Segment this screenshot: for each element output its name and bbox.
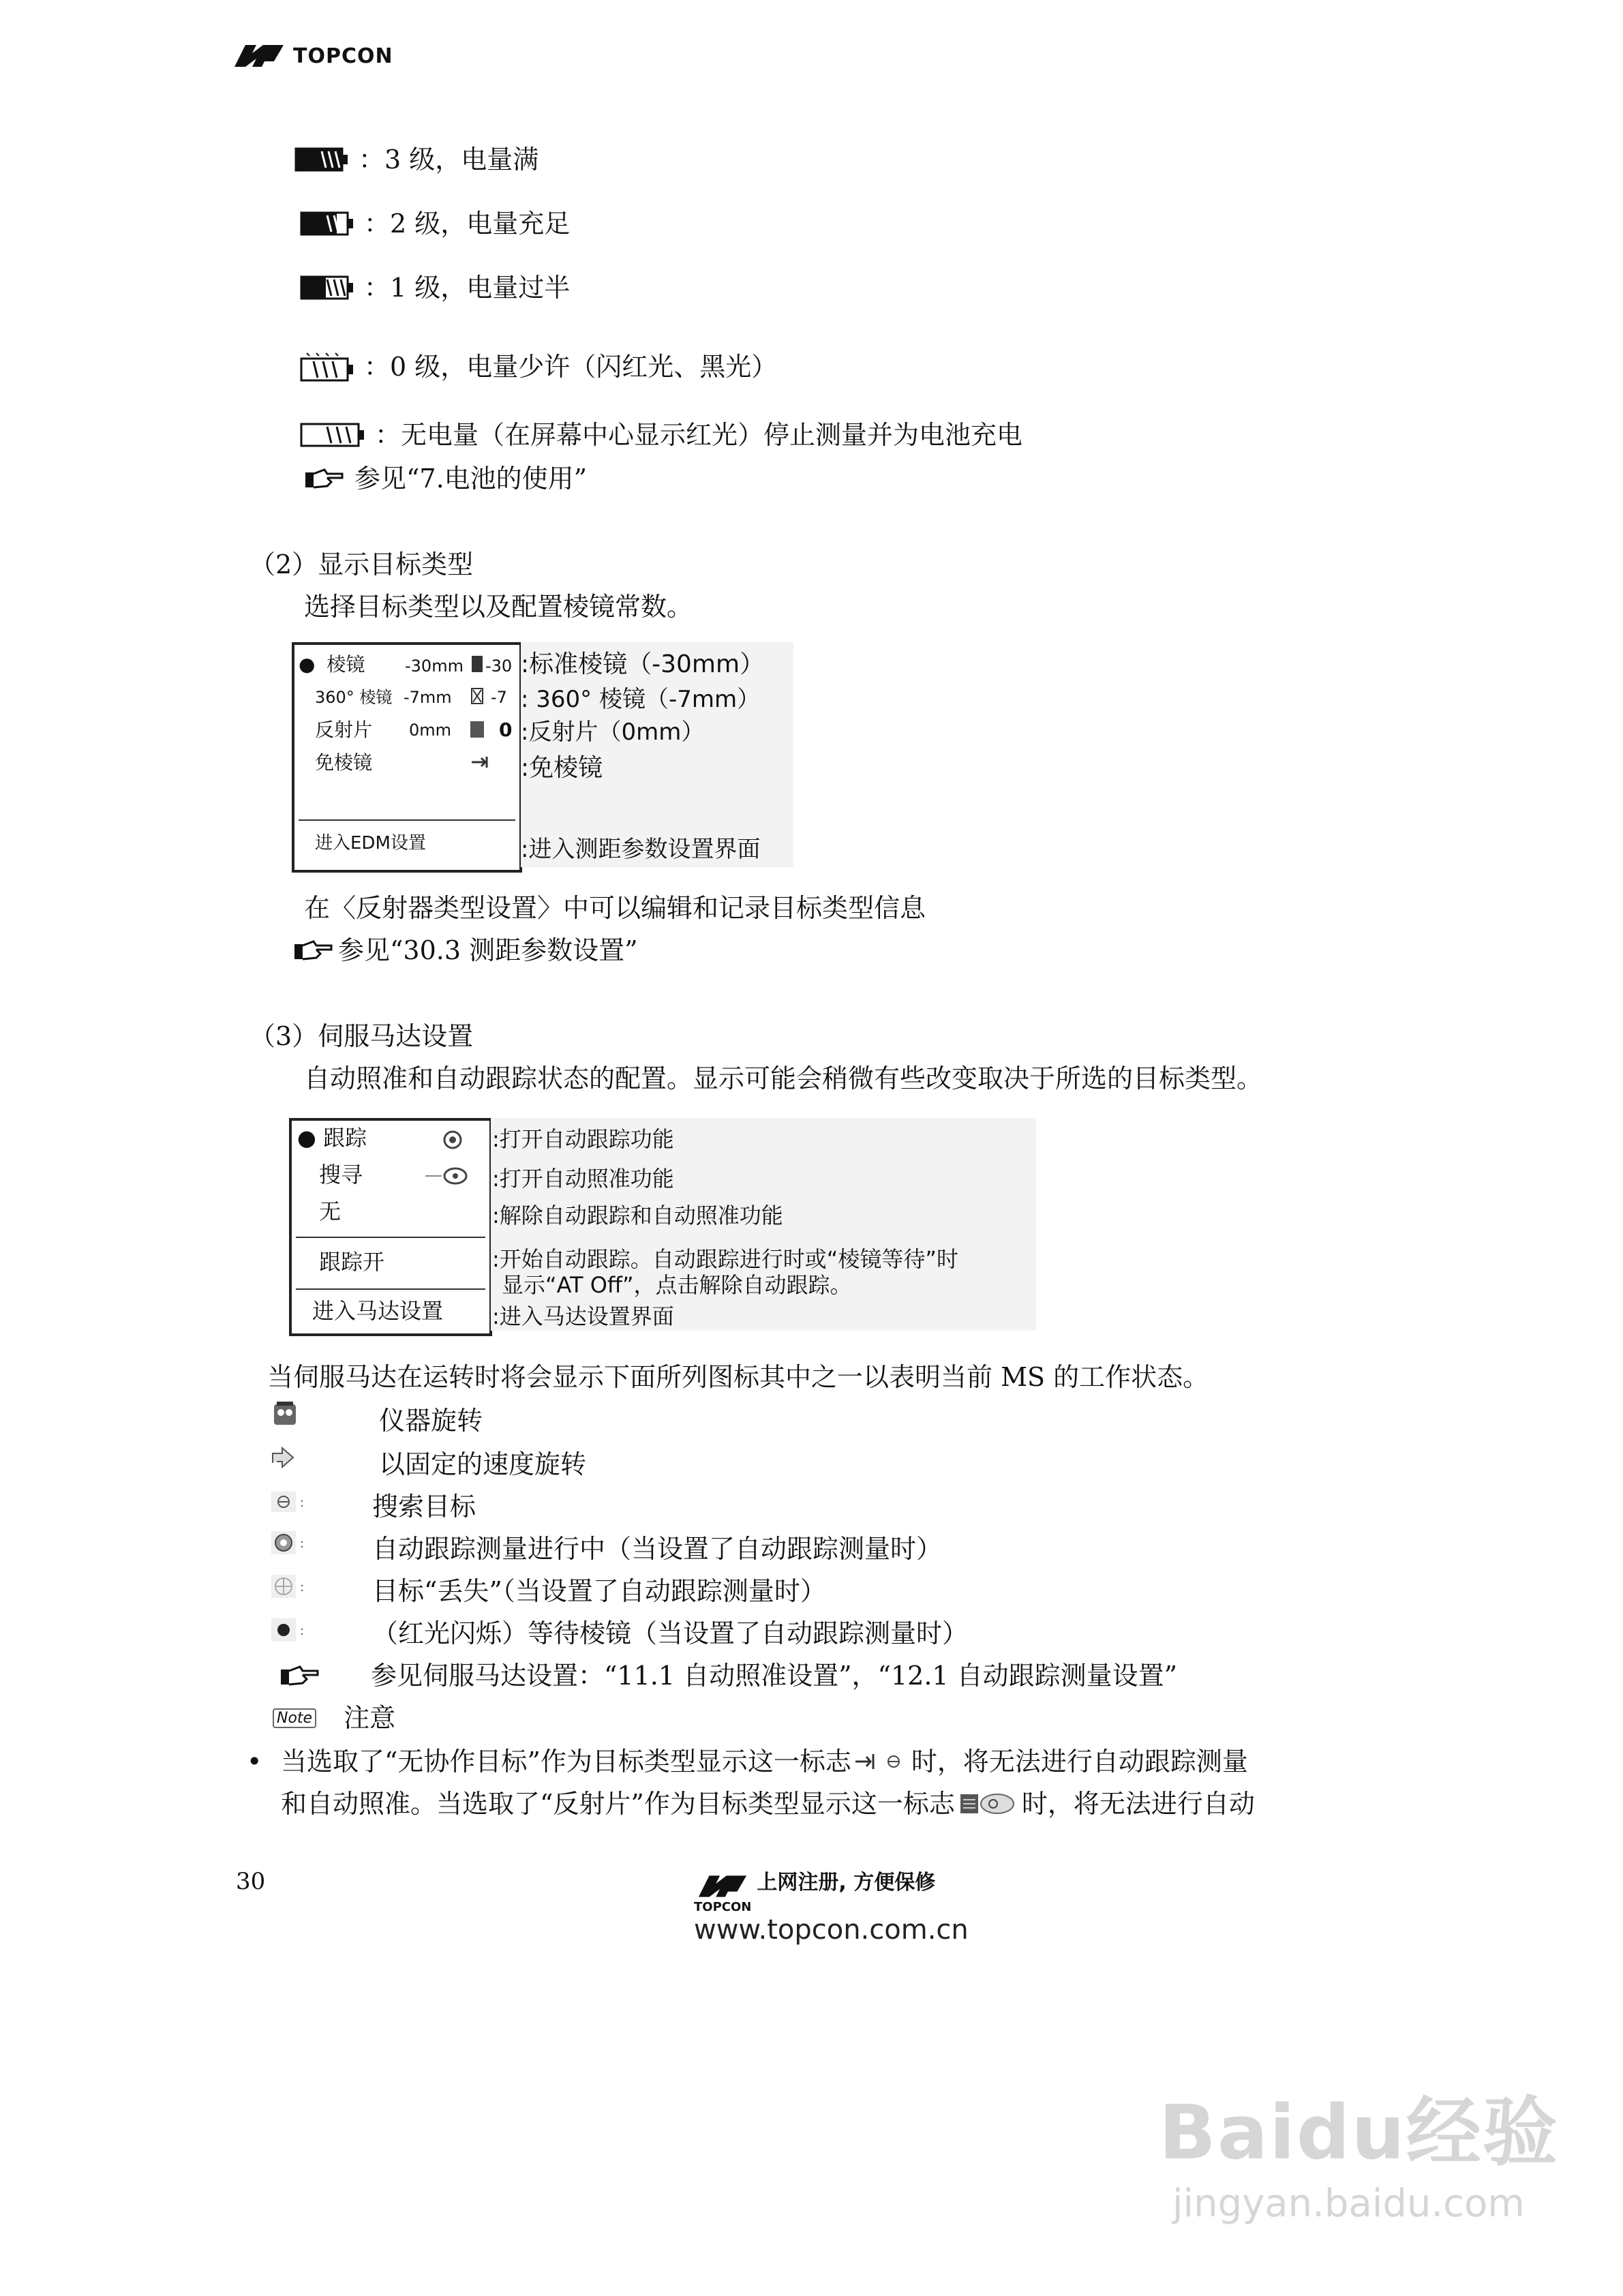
target-row-sheet[interactable]: 反射片 [315,719,373,741]
servo-row-search[interactable]: 搜寻 [319,1162,363,1188]
servo-annotations: :打开自动跟踪功能 :打开自动照准功能 :解除自动跟踪和自动照准功能 :开始自动跟踪。自动跟踪进行时或“棱镜等待”时 显示“AT Off”，点击解除自动跟踪。 :进入马达设置界面 [491,1118,1036,1331]
battery-level-2: ：2 级，电量充足 [300,207,570,240]
svg-text::: : [300,1580,305,1595]
pointing-hand-icon [293,939,334,962]
screen-divider [299,819,515,821]
pointing-hand-icon [279,1664,320,1687]
battery-see-also: 参见“7.电池的使用” [304,462,587,495]
status-label-prism-wait: （红光闪烁）等待棱镜（当设置了自动跟踪测量时） [372,1618,969,1648]
status-intro: 当伺服马达在运转时将会显示下面所列图标其中之一以表明当前 MS 的工作状态。 [267,1362,1209,1392]
note-icon: Note [273,1708,316,1728]
tracking-icon [439,1129,466,1151]
section3-see-also: 参见伺服马达设置：“11.1 自动照准设置”，“12.1 自动跟踪测量设置” [279,1659,1177,1692]
svg-text::: : [300,1624,305,1638]
reflectorless-icon [470,754,491,770]
section3-intro: 自动照准和自动跟踪状态的配置。显示可能会稍微有些改变取决于所选的目标类型。 [304,1063,1263,1093]
edm-settings-entry[interactable]: 进入EDM设置 [315,833,426,854]
servo-motor-screen [289,1118,492,1336]
battery-level-empty: ：无电量（在屏幕中心显示红光）停止测量并为电池充电 [300,419,1022,451]
search-icon [425,1166,469,1186]
note-block: Note 注意 [273,1702,395,1734]
bullet-line-1: 当选取了“无协作目标”作为目标类型显示这一标志 时，将无法进行自动跟踪测量 [281,1747,1248,1777]
topcon-logo [232,42,393,70]
servo-row-none[interactable]: 无 [319,1198,342,1224]
bullet-dot: • [247,1747,262,1777]
footer-slogan: 上网注册, 方便保修 [757,1871,936,1894]
pointing-hand-icon [304,467,345,490]
servo-row-tracking[interactable]: ● 跟踪 [297,1125,367,1151]
status-label-lost: 目标“丢失”（当设置了自动跟踪测量时） [372,1576,826,1606]
tracking-on-button[interactable]: 跟踪开 [319,1249,385,1275]
target-type-screen: ● 棱镜 -30mm -30 360° 棱镜 -7mm -7 反射片 0mm 0 免棱镜 进入EDM设置 [292,642,522,873]
section2-heading: （2）显示目标类型 [249,549,474,579]
baidu-watermark: Baidu经验 [1159,2089,1559,2176]
360-prism-icon [470,687,484,705]
target-lost-icon [270,1573,308,1601]
sheet-flag-icon [959,1790,1018,1817]
battery-empty-icon [300,421,365,449]
section3-heading: （3）伺服马达设置 [249,1021,474,1051]
target-row-prism[interactable]: ● 棱镜 [299,653,365,676]
status-label-fixed-speed: 以固定的速度旋转 [379,1449,587,1479]
topcon-logo-text: TOPCON [293,44,393,68]
svg-text::: : [300,1496,305,1510]
battery-2-icon [300,210,354,237]
search-target-icon [270,1490,308,1515]
section2-intro: 选择目标类型以及配置棱镜常数。 [304,592,693,622]
prism-wait-icon [270,1617,308,1644]
battery-level-1: ：1 级，电量过半 [300,271,570,304]
topcon-footer-logo-icon [696,1873,749,1900]
topcon-logo-icon [232,42,286,70]
footer-url[interactable]: www.topcon.com.cn [694,1914,969,1946]
target-type-annotations: :标准棱镜（-30mm） : 360° 棱镜（-7mm） :反射片（0mm） :免棱镜 :进入测距参数设置界面 [521,642,793,867]
section2-see-also: 参见“30.3 测距参数设置” [293,934,638,967]
battery-level-0: ：0 级，电量少许（闪红光、黑光） [300,350,777,383]
section2-note: 在〈反射器类型设置〉中可以编辑和记录目标类型信息 [304,893,926,923]
fixed-speed-rotate-icon [270,1442,303,1470]
baidu-watermark-url: jingyan.baidu.com [1172,2181,1525,2226]
status-label-rotate: 仪器旋转 [379,1406,483,1436]
svg-text::: : [300,1537,305,1551]
screen-divider [296,1237,485,1238]
auto-tracking-icon [270,1530,308,1557]
motor-settings-entry[interactable]: 进入马达设置 [312,1298,444,1324]
battery-3-icon [294,146,349,173]
battery-1-icon [300,274,354,301]
battery-0-icon [300,350,354,383]
instrument-rotate-icon [270,1400,300,1428]
footer-brand [694,1865,969,1946]
target-row-360-prism[interactable]: 360° 棱镜 [315,688,393,707]
screen-divider [296,1288,485,1290]
status-label-tracking: 自动跟踪测量进行中（当设置了自动跟踪测量时） [372,1534,943,1564]
reflective-sheet-icon [470,721,484,738]
status-label-search: 搜索目标 [372,1492,476,1522]
page-number: 30 [236,1868,266,1895]
target-row-reflectorless[interactable]: 免棱镜 [315,751,373,774]
topcon-footer-logo-text: TOPCON [694,1900,752,1914]
reflectorless-flag-icon [854,1750,909,1773]
bullet-line-2: 和自动照准。当选取了“反射片”作为目标类型显示这一标志 时，将无法进行自动 [281,1789,1255,1819]
battery-level-3: ：3 级，电量满 [294,143,539,176]
prism-icon [472,656,483,672]
